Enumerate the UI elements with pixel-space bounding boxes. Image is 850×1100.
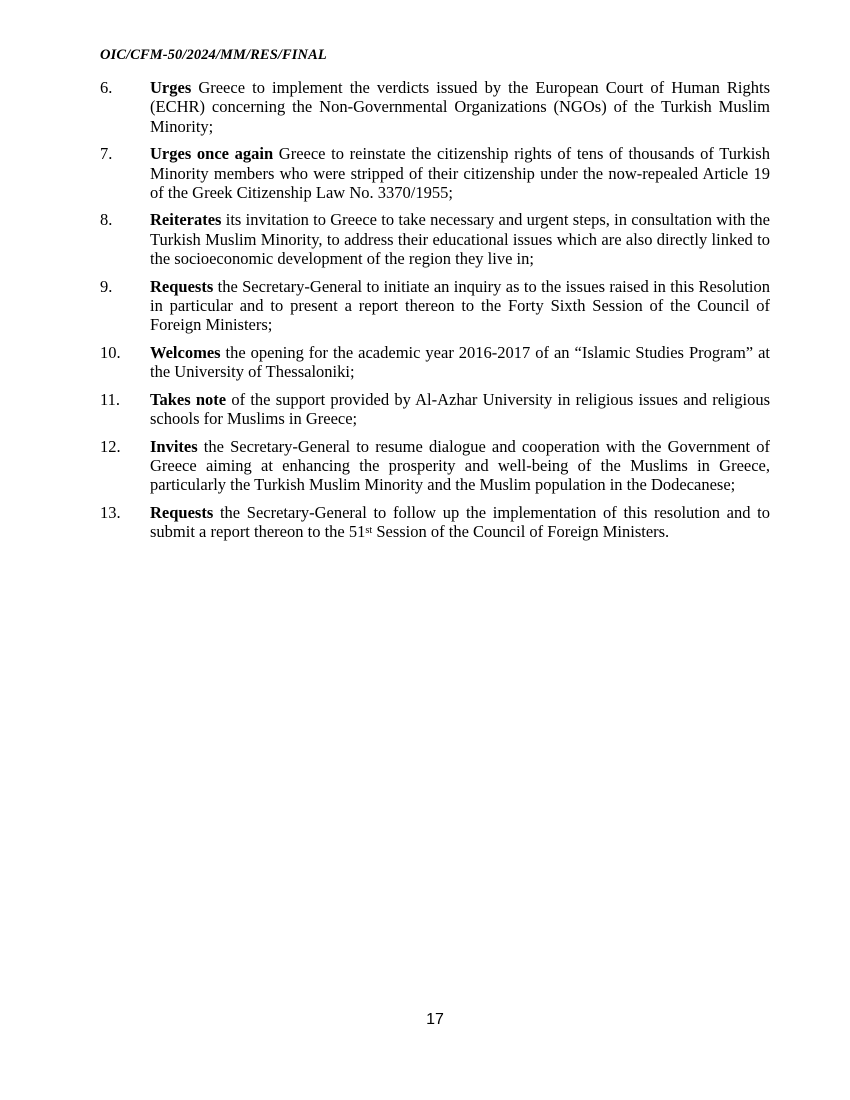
resolution-paragraph-8 [100, 210, 770, 268]
page-number: 17 [426, 1011, 444, 1028]
paragraph-text: the Secretary-General to resume dialogue and cooperation with the Government of Greece aiming at enhancing the prosperity and well-being of the Muslims in Greece, particularly the Turkish Muslim Minority and the Muslim population in the Dodecanese; [150, 436, 770, 495]
resolution-paragraph-6 [100, 78, 770, 136]
resolution-paragraph-10 [100, 343, 770, 382]
paragraph-text: the Secretary-General to initiate an inquiry as to the issues raised in this Resolution in particular and to present a report thereon to the Forty Sixth Session of the Council of Foreign Ministers; [150, 276, 770, 335]
resolution-paragraph-12 [100, 437, 770, 495]
paragraph-text: the opening for the academic year 2016-2017 of an “Islamic Studies Program” at the University of Thessaloniki; [150, 342, 770, 382]
resolution-body [100, 78, 770, 550]
paragraph-lead: Requests [150, 276, 214, 296]
paragraph-number: 10. [100, 342, 121, 362]
paragraph-number: 7. [100, 144, 113, 164]
paragraph-lead: Invites [150, 436, 198, 456]
paragraph-number: 12. [100, 436, 121, 456]
paragraph-lead: Reiterates [150, 210, 222, 230]
paragraph-lead: Urges [150, 78, 192, 97]
paragraph-text: the Secretary-General to follow up the implementation of this resolution and to submit a report thereon to the 51 [150, 502, 770, 542]
paragraph-text-after: Session of the Council of Foreign Ministers. [372, 522, 670, 542]
paragraph-text: of the support provided by Al-Azhar University in religious issues and religious schools for Muslims in Greece; [150, 389, 770, 429]
paragraph-lead: Requests [150, 502, 214, 522]
paragraph-text: Greece to reinstate the citizenship rights of tens of thousands of Turkish Minority members who were stripped of their citizenship under the now-repealed Article 19 of the Greek Citizenship Law No. 3370/1955; [150, 144, 770, 203]
paragraph-number: 6. [100, 78, 113, 97]
paragraph-lead: Takes note [150, 389, 227, 409]
paragraph-number: 8. [100, 210, 113, 230]
resolution-paragraph-11 [100, 390, 770, 429]
paragraph-lead: Urges once again [150, 144, 274, 164]
paragraph-number: 13. [100, 502, 121, 522]
resolution-paragraph-13 [100, 503, 770, 542]
paragraph-text: Greece to implement the verdicts issued by the European Court of Human Rights (ECHR) concerning the Non-Governmental Organizations (NGOs) of the Turkish Muslim Minority; [150, 78, 770, 136]
ordinal-superscript: st [365, 524, 373, 536]
paragraph-lead: Welcomes [150, 342, 221, 362]
paragraph-text: its invitation to Greece to take necessary and urgent steps, in consultation with the Turkish Muslim Minority, to address their educational issues which are also directly linked to the socioeconomic development of the region they live in; [150, 210, 770, 269]
paragraph-number: 9. [100, 276, 113, 296]
document-reference-header: OIC/CFM-50/2024/MM/RES/FINAL [100, 47, 327, 63]
resolution-paragraph-9 [100, 277, 770, 335]
resolution-paragraph-7 [100, 144, 770, 202]
paragraph-number: 11. [100, 389, 121, 409]
